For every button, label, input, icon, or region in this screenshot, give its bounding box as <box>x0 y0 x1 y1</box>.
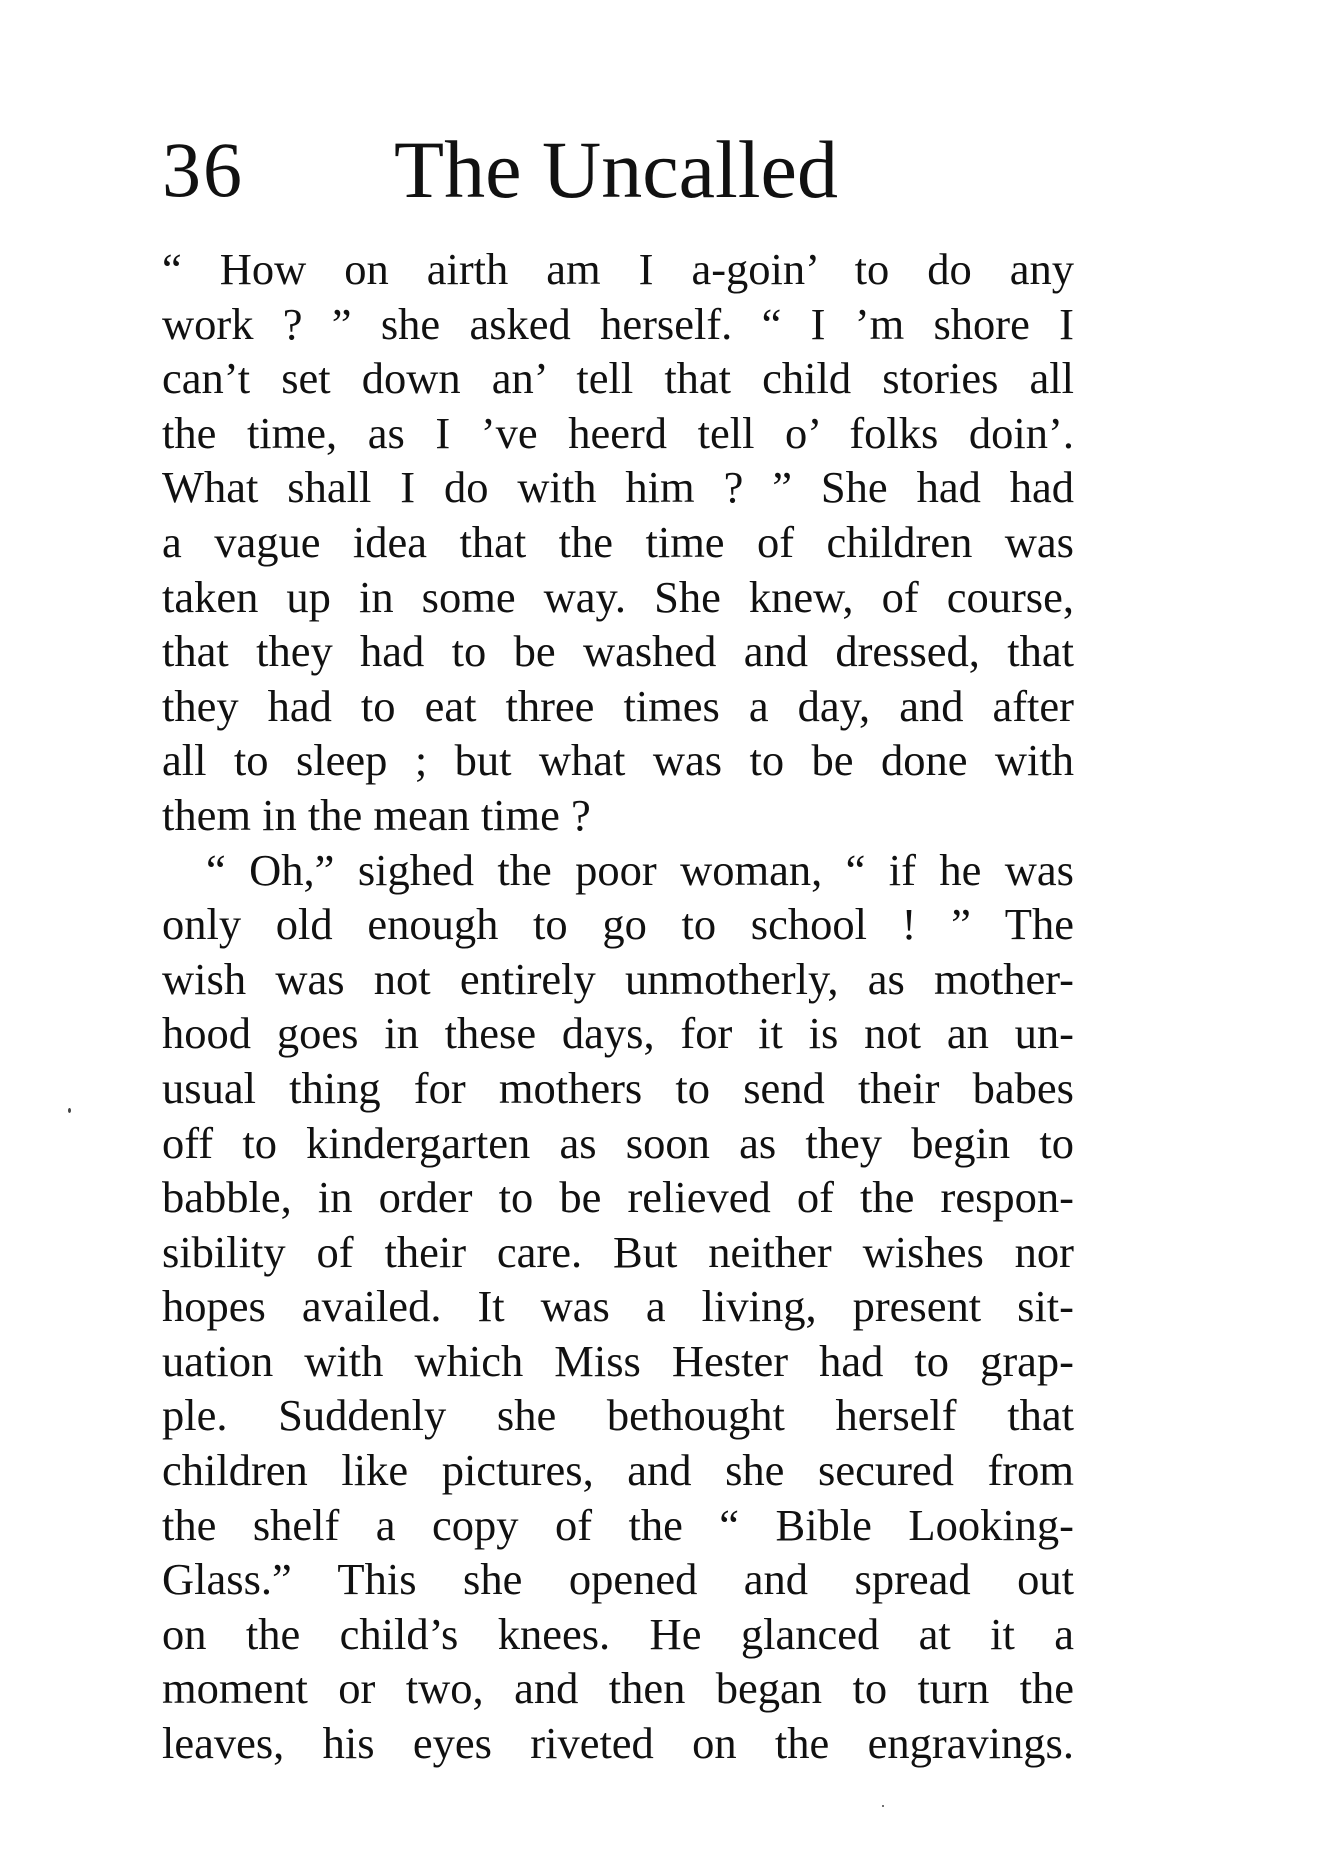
text-line: “ How on airth am I a-goin’ to do any <box>162 244 1074 294</box>
scan-speck <box>882 1805 884 1807</box>
text-line: hood goes in these days, for it is not an un- <box>162 1008 1074 1059</box>
text-line: all to sleep ; but what was to be done with <box>162 735 1074 786</box>
text-line: the time, as I ’ve heerd tell o’ folks doin’. <box>162 407 1074 458</box>
scan-speck <box>68 1108 71 1113</box>
text-line: that they had to be washed and dressed, that <box>162 626 1074 677</box>
text-line: ple. Suddenly she bethought herself that <box>162 1390 1074 1441</box>
text-line: sibility of their care. But neither wishes nor <box>162 1226 1074 1277</box>
text-line: taken up in some way. She knew, of course, <box>162 571 1074 622</box>
text-line: hopes availed. It was a living, present sit- <box>162 1281 1074 1332</box>
text-line: only old enough to go to school ! ” The <box>162 899 1074 950</box>
paragraph-end-line: them in the mean time ? <box>162 789 591 840</box>
text-line: usual thing for mothers to send their babes <box>162 1062 1074 1113</box>
text-line: children like pictures, and she secured from <box>162 1445 1074 1496</box>
text-line: babble, in order to be relieved of the respon- <box>162 1172 1074 1223</box>
paragraph-start-line: “ Oh,” sighed the poor woman, “ if he was <box>206 844 1074 895</box>
body-text <box>162 242 1074 1771</box>
text-line: moment or two, and then began to turn the <box>162 1663 1074 1714</box>
text-line: wish was not entirely unmotherly, as mother- <box>162 953 1074 1004</box>
text-line: leaves, his eyes riveted on the engravings. <box>162 1718 1074 1769</box>
text-line: work ? ” she asked herself. “ I ’m shore I <box>162 298 1074 349</box>
page-header <box>162 120 1062 220</box>
text-line: What shall I do with him ? ” She had had <box>162 462 1074 513</box>
running-title: The Uncalled <box>394 124 838 215</box>
text-line: they had to eat three times a day, and after <box>162 680 1074 731</box>
text-line: Glass.” This she opened and spread out <box>162 1554 1074 1605</box>
text-line: can’t set down an’ tell that child stories all <box>162 353 1074 404</box>
text-line: uation with which Miss Hester had to grap- <box>162 1335 1074 1386</box>
page-number: 36 <box>162 126 244 213</box>
text-line: the shelf a copy of the “ Bible Looking- <box>162 1499 1074 1550</box>
text-line: a vague idea that the time of children was <box>162 516 1074 567</box>
text-line: off to kindergarten as soon as they begin to <box>162 1117 1074 1168</box>
text-line: on the child’s knees. He glanced at it a <box>162 1608 1074 1659</box>
